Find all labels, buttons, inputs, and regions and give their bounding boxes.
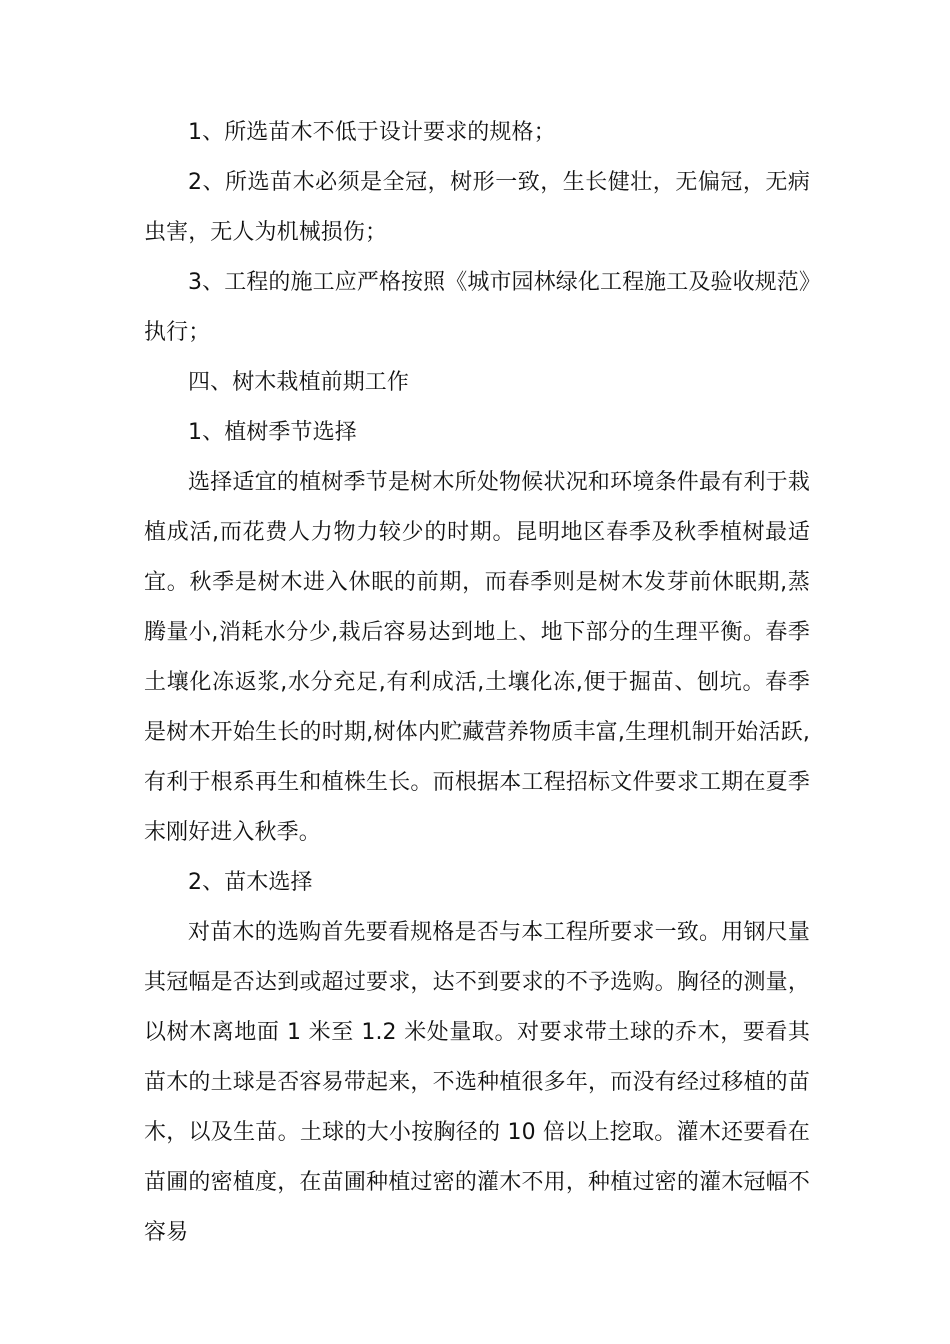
document-page bbox=[144, 108, 810, 1258]
season-paragraph: 选择适宜的植树季节是树木所处物候状况和环境条件最有利于栽植成活,而花费人力物力较少的时期。昆明地区春季及秋季植树最适宜。秋季是树木进入休眠的前期，而春季则是树木发芽前休眠期,蒸腾量小,消耗水分少,栽后容易达到地上、地下部分的生理平衡。春季土壤化冻返浆,水分充足,有利成活,土壤化冻,便于掘苗、刨坑。春季是树木开始生长的时期,树体内贮藏营养物质丰富,生理机制开始活跃,有利于根系再生和植株生长。而根据本工程招标文件要求工期在夏季末刚好进入秋季。 bbox=[144, 470, 810, 845]
subsection-heading-seedling: 2、苗木选择 bbox=[188, 870, 313, 895]
spec-item-2: 2、所选苗木必须是全冠，树形一致，生长健壮，无偏冠，无病虫害，无人为机械损伤； bbox=[144, 170, 810, 245]
subsection-heading-season: 1、植树季节选择 bbox=[188, 420, 357, 445]
section-heading: 四、树木栽植前期工作 bbox=[188, 370, 410, 395]
spec-item-3: 3、工程的施工应严格按照《城市园林绿化工程施工及验收规范》执行； bbox=[144, 270, 810, 345]
seedling-paragraph: 对苗木的选购首先要看规格是否与本工程所要求一致。用钢尺量其冠幅是否达到或超过要求，达不到要求的不予选购。胸径的测量，以树木离地面 1 米至 1.2 米处量取。对要求带土球的乔木，要看其苗木的土球是否容易带起来，不选种植很多年，而没有经过移植的苗木，以及生苗。土球的大小按胸径的 10 倍以上挖取。灌木还要看在苗圃的密植度，在苗圃种植过密的灌木不用，种植过密的灌木冠幅不容易 bbox=[144, 920, 810, 1245]
spec-item-1: 1、所选苗木不低于设计要求的规格； bbox=[188, 120, 556, 145]
